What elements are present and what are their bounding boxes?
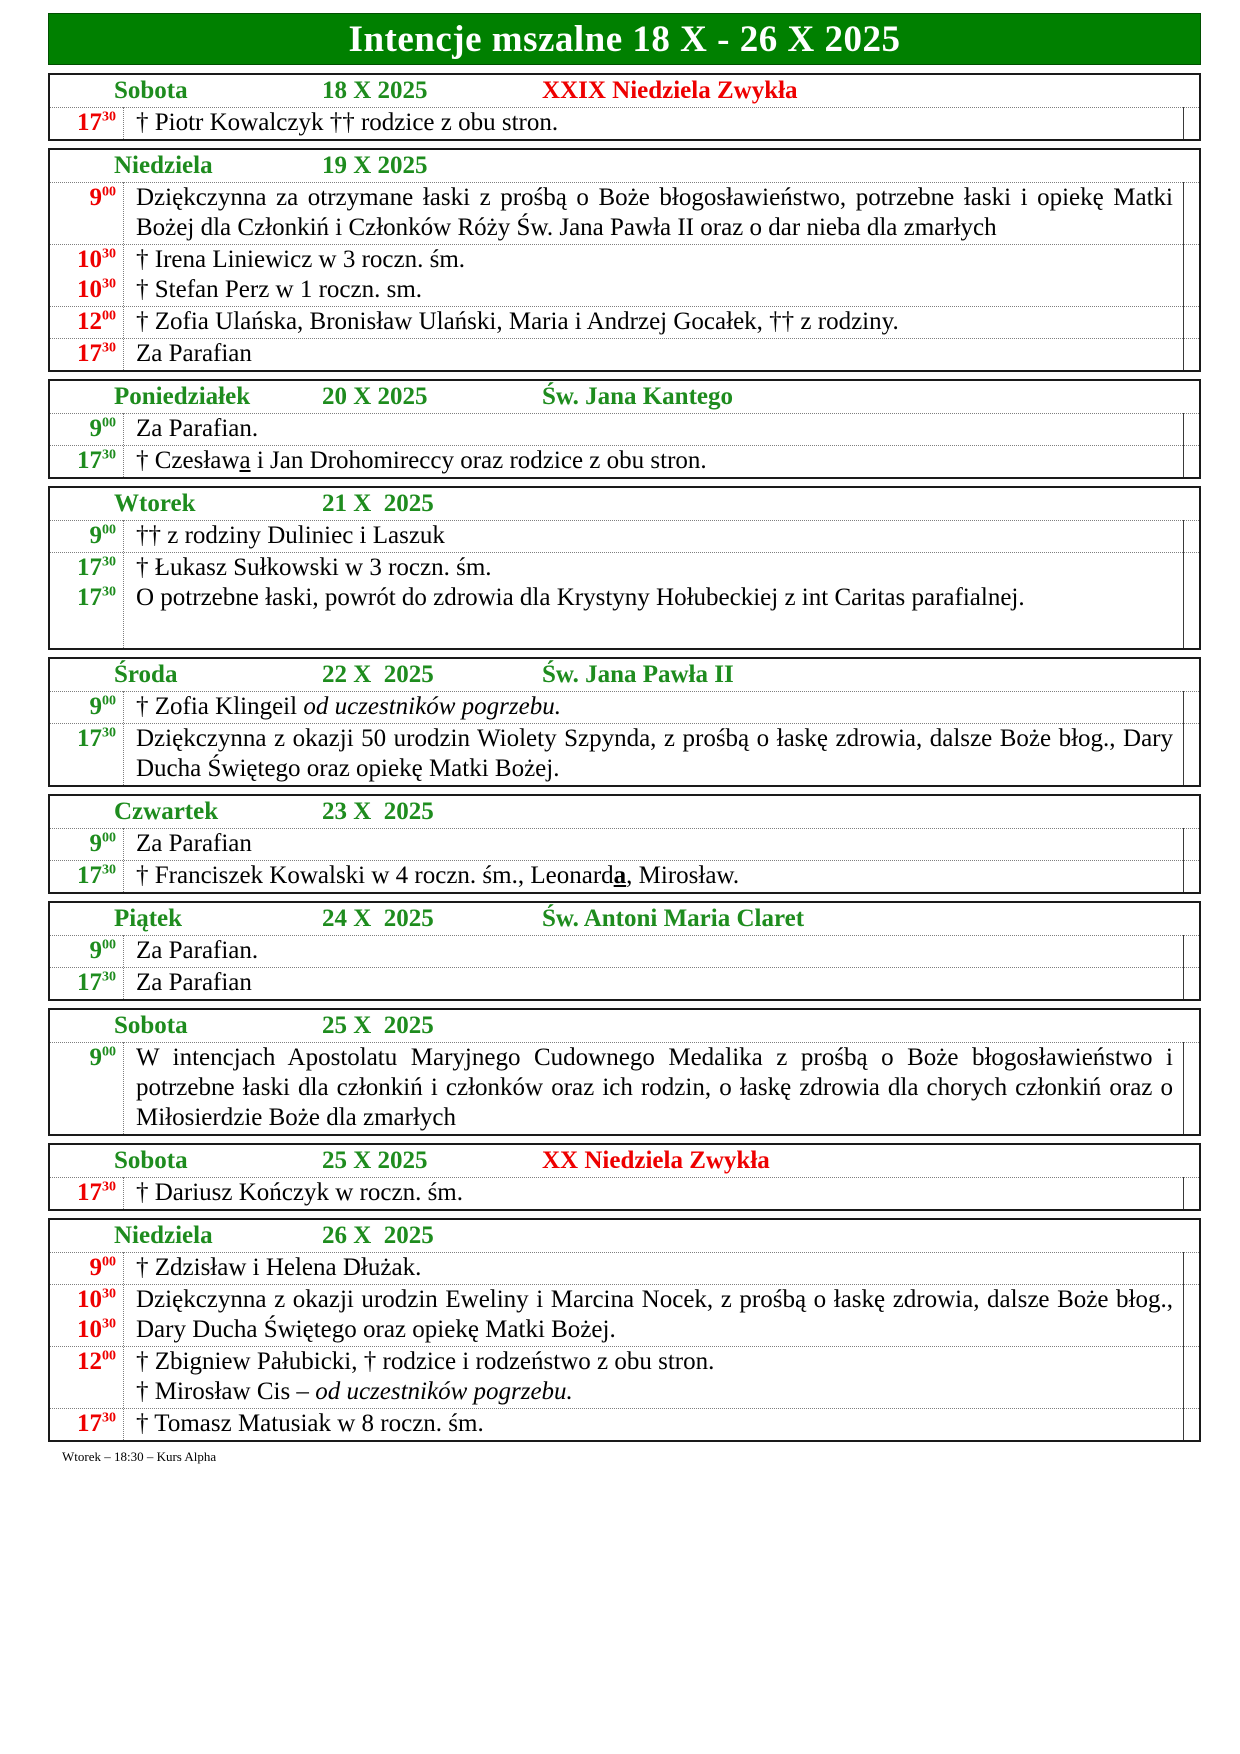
intention-text-segment: Za Parafian. [136, 937, 259, 964]
day-header [50, 1010, 1199, 1042]
day-header [50, 381, 1199, 413]
day-block [48, 73, 1201, 141]
mass-time-minutes: 30 [102, 276, 116, 292]
mass-row [50, 691, 1199, 723]
intention-cell [123, 936, 1199, 967]
day-block [48, 486, 1201, 650]
mass-time-minutes: 00 [102, 522, 116, 538]
day-body [50, 413, 1199, 477]
mass-row [50, 1346, 1199, 1408]
mass-time: $17^{30}$ [77, 969, 116, 996]
intention-text-segment: † Zdzisław i Helena Dłużak. [136, 1254, 422, 1281]
intention-text-segment: od uczestników pogrzebu. [303, 693, 561, 720]
mass-time: $17^{30}$ [77, 1179, 116, 1206]
intention-cell [123, 1285, 1199, 1346]
day-body [50, 691, 1199, 785]
intention-line [136, 1347, 1173, 1377]
intention-cell [123, 1043, 1199, 1134]
intention-line [136, 275, 1173, 305]
day-date: 25 X 2025 [322, 1147, 428, 1174]
day-body [50, 520, 1199, 648]
mass-row [50, 1252, 1199, 1284]
mass-time-minutes: 30 [102, 246, 116, 262]
intention-cell [123, 1347, 1199, 1408]
mass-row [50, 338, 1199, 370]
mass-time-minutes: 00 [102, 1254, 116, 1270]
intention-cell [123, 307, 1199, 338]
intention-text-segment: † Piotr Kowalczyk †† rodzice z obu stron. [136, 109, 559, 136]
intention-text-segment: Za Parafian [136, 830, 252, 857]
intention-text-segment: † Zbigniew Pałubicki, † rodzice i rodzeństwo z obu stron. [136, 1348, 715, 1375]
mass-time-minutes: 30 [102, 340, 116, 356]
mass-time: $12^{00}$ [77, 1348, 116, 1375]
mass-time-minutes: 00 [102, 1044, 116, 1060]
intention-line [136, 245, 1173, 275]
intention-line [136, 414, 1173, 444]
intention-text-segment: O potrzebne łaski, powrót do zdrowia dla Krystyny Hołubeckiej z int Caritas parafialnej. [136, 584, 1025, 611]
intention-line [136, 968, 1173, 998]
intention-text-segment: Za Parafian [136, 969, 252, 996]
mass-time-minutes: 00 [102, 184, 116, 200]
day-block [48, 148, 1201, 372]
mass-time-minutes: 00 [102, 415, 116, 431]
intention-cell [123, 861, 1199, 892]
mass-time-cell [50, 724, 123, 785]
page-title: Intencje mszalne 18 X - 26 X 2025 [348, 18, 901, 60]
mass-time-cell [50, 1178, 123, 1209]
day-name: Poniedziałek [114, 383, 251, 410]
mass-time: $9^{00}$ [89, 1044, 116, 1071]
intention-line [136, 692, 1173, 722]
day-name: Niedziela [114, 152, 213, 179]
mass-time: $17^{30}$ [77, 1410, 116, 1437]
mass-time: $17^{30}$ [77, 862, 116, 889]
intention-line [136, 1377, 1173, 1407]
day-block [48, 794, 1201, 894]
mass-time: $9^{00}$ [89, 693, 116, 720]
intention-cell [123, 1178, 1199, 1209]
intention-paragraph [136, 1285, 1173, 1345]
mass-time: $17^{30}$ [77, 340, 116, 367]
intention-paragraph [136, 183, 1173, 243]
feast-name: XXIX Niedziela Zwykła [542, 77, 798, 104]
intention-text-segment: W intencjach Apostolatu Maryjnego Cudownego Medalika z prośbą o Boże błogosławieństwo i potrzebne łaski dla członkiń i członków oraz ich rodzin, o łaskę zdrowia dla chorych członkiń oraz o Miłosierdzie Boże dla zmarłych [136, 1044, 1173, 1131]
day-name: Piątek [114, 905, 183, 932]
mass-time-minutes: 30 [102, 862, 116, 878]
day-date: 20 X 2025 [322, 383, 428, 410]
day-date: 25 X 2025 [322, 1012, 434, 1039]
mass-time-cell [50, 446, 123, 477]
mass-time-cell [50, 1347, 123, 1408]
mass-time-cell [50, 183, 123, 244]
mass-time: $17^{30}$ [77, 447, 116, 474]
mass-time-minutes: 30 [102, 109, 116, 125]
intention-paragraph [136, 724, 1173, 784]
day-header [50, 75, 1199, 107]
mass-time-cell [50, 1253, 123, 1284]
intention-cell [123, 183, 1199, 244]
intention-cell [123, 968, 1199, 999]
day-name: Czwartek [114, 798, 219, 825]
mass-time-cell [50, 521, 123, 552]
day-body [50, 182, 1199, 370]
mass-time: $17^{30}$ [77, 584, 116, 611]
intention-line [136, 936, 1173, 966]
day-name: Sobota [114, 77, 188, 104]
mass-time-minutes: 30 [102, 1286, 116, 1302]
intention-text-segment: Za Parafian. [136, 415, 259, 442]
mass-row [50, 1177, 1199, 1209]
mass-row [50, 1284, 1199, 1346]
mass-row [50, 723, 1199, 785]
mass-time-cell [50, 1285, 123, 1346]
mass-time-minutes: 30 [102, 584, 116, 600]
mass-time: $17^{30}$ [77, 554, 116, 581]
mass-time-cell [50, 936, 123, 967]
mass-time-cell [50, 829, 123, 860]
intention-text-segment: † Stefan Perz w 1 roczn. sm. [136, 276, 423, 303]
intention-text-segment: † Dariusz Kończyk w roczn. śm. [136, 1179, 463, 1206]
intention-text-segment: Za Parafian [136, 340, 252, 367]
intention-line [136, 583, 1173, 613]
intention-text-segment: † Łukasz Sułkowski w 3 roczn. śm. [136, 554, 492, 581]
mass-time-minutes: 30 [102, 1316, 116, 1332]
mass-row [50, 1408, 1199, 1440]
intention-line [136, 1253, 1173, 1283]
intention-cell [123, 724, 1199, 785]
intention-text-segment: †† z rodziny Duliniec i Laszuk [136, 522, 445, 549]
day-name: Środa [114, 661, 178, 688]
intention-cell [123, 1253, 1199, 1284]
day-date: 22 X 2025 [322, 661, 434, 688]
mass-time-minutes: 00 [102, 830, 116, 846]
day-date: 23 X 2025 [322, 798, 434, 825]
mass-row [50, 552, 1199, 614]
mass-time-cell [50, 339, 123, 370]
mass-time-cell [50, 1409, 123, 1440]
footer-note: Wtorek – 18:30 – Kurs Alpha [62, 1449, 217, 1464]
intention-cell [123, 692, 1199, 723]
intention-cell [123, 521, 1199, 552]
mass-time: $9^{00}$ [89, 522, 116, 549]
mass-time: $10^{30}$ [77, 1316, 116, 1343]
feast-name: Św. Jana Pawła II [542, 661, 734, 688]
blocks [48, 73, 1201, 1442]
mass-time: $10^{30}$ [77, 246, 116, 273]
intention-text-segment: † Irena Liniewicz w 3 roczn. śm. [136, 246, 466, 273]
intention-text-segment: a [239, 447, 251, 474]
mass-row [50, 445, 1199, 477]
intention-cell [123, 245, 1199, 306]
intention-cell [123, 1409, 1199, 1440]
day-header [50, 488, 1199, 520]
day-body [50, 935, 1199, 999]
intention-cell [123, 553, 1199, 614]
mass-time-minutes: 30 [102, 554, 116, 570]
day-body [50, 1252, 1199, 1440]
intention-text-segment: Dziękczynna z okazji urodzin Eweliny i Marcina Nocek, z prośbą o łaskę zdrowia, dalsze Boże błog., Dary Ducha Świętego oraz opiekę Matki Bożej. [136, 1286, 1173, 1343]
feast-name: XX Niedziela Zwykła [542, 1147, 770, 1174]
intention-cell [123, 829, 1199, 860]
title-bar [48, 13, 1201, 65]
intention-line [136, 108, 1173, 138]
day-block [48, 1143, 1201, 1211]
mass-time-cell [50, 553, 123, 614]
intention-text-segment: Dziękczynna za otrzymane łaski z prośbą o Boże błogosławieństwo, potrzebne łaski i opiekę Matki Bożej dla Członkiń i Członków Róży Św. Jana Pawła II oraz o dar nieba dla zmarłych [136, 184, 1173, 241]
mass-time-cell [50, 1043, 123, 1134]
mass-time: $9^{00}$ [89, 415, 116, 442]
day-date: 19 X 2025 [322, 152, 428, 179]
mass-time-cell [50, 692, 123, 723]
intention-line [136, 1409, 1173, 1439]
mass-row [50, 306, 1199, 338]
intention-text-segment: Dziękczynna z okazji 50 urodzin Wiolety Szpynda, z prośbą o łaskę zdrowia, dalsze Boże błog., Dary Ducha Świętego oraz opiekę Matki Bożej. [136, 725, 1173, 782]
intention-text-segment: † Zofia Ulańska, Bronisław Ulański, Maria i Andrzej Gocałek, †† z rodziny. [136, 308, 899, 335]
mass-time: $12^{00}$ [77, 308, 116, 335]
day-body [50, 1042, 1199, 1134]
intention-text-segment: a [613, 862, 627, 889]
intention-text-segment: od uczestników pogrzebu. [315, 1378, 573, 1405]
mass-time-cell [50, 307, 123, 338]
mass-row [50, 182, 1199, 244]
day-name: Sobota [114, 1012, 188, 1039]
day-block [48, 1008, 1201, 1136]
mass-time: $9^{00}$ [89, 830, 116, 857]
day-date: 21 X 2025 [322, 490, 434, 517]
day-body [50, 828, 1199, 892]
intention-text-segment: † Czesław [136, 447, 240, 474]
day-name: Sobota [114, 1147, 188, 1174]
intention-text-segment: † Mirosław Cis – [136, 1378, 316, 1405]
mass-time: $9^{00}$ [89, 184, 116, 211]
mass-time: $10^{30}$ [77, 1286, 116, 1313]
mass-time-cell [50, 861, 123, 892]
intention-line [136, 829, 1173, 859]
mass-time: $9^{00}$ [89, 1254, 116, 1281]
mass-time-minutes: 30 [102, 447, 116, 463]
day-block [48, 379, 1201, 479]
intention-line [136, 521, 1173, 551]
mass-time-minutes: 00 [102, 937, 116, 953]
mass-time-minutes: 30 [102, 725, 116, 741]
mass-time: $17^{30}$ [77, 109, 116, 136]
intention-text-segment: , Mirosław. [626, 862, 740, 889]
mass-row [50, 935, 1199, 967]
intention-cell [123, 446, 1199, 477]
mass-time-minutes: 00 [102, 308, 116, 324]
intention-paragraph [136, 1043, 1173, 1133]
intention-cell [123, 108, 1199, 139]
intention-text-segment: † Franciszek Kowalski w 4 roczn. śm., Leonard [136, 862, 614, 889]
mass-time-cell [50, 108, 123, 139]
mass-time: $10^{30}$ [77, 276, 116, 303]
day-header [50, 796, 1199, 828]
intention-text-segment: i Jan Drohomireccy oraz rodzice z obu stron. [250, 447, 707, 474]
day-header [50, 150, 1199, 182]
feast-name: Św. Jana Kantego [542, 383, 734, 410]
intention-line [136, 1178, 1173, 1208]
intention-line [136, 339, 1173, 369]
intention-line [136, 861, 1173, 891]
day-date: 26 X 2025 [322, 1222, 434, 1249]
day-date: 24 X 2025 [322, 905, 434, 932]
mass-time-minutes: 30 [102, 1179, 116, 1195]
intention-line [136, 446, 1173, 476]
mass-time-cell [50, 245, 123, 306]
intention-cell [123, 339, 1199, 370]
feast-name: Św. Antoni Maria Claret [542, 905, 805, 932]
day-header [50, 1220, 1199, 1252]
day-body [50, 1177, 1199, 1209]
intention-text-segment: † Zofia Klingeil [136, 693, 304, 720]
day-header [50, 1145, 1199, 1177]
day-block [48, 1218, 1201, 1442]
day-block [48, 657, 1201, 787]
day-date: 18 X 2025 [322, 77, 428, 104]
day-header [50, 903, 1199, 935]
mass-time: $17^{30}$ [77, 725, 116, 752]
day-name: Wtorek [114, 490, 196, 517]
mass-row [50, 1042, 1199, 1134]
intention-text-segment: † Tomasz Matusiak w 8 roczn. śm. [136, 1410, 484, 1437]
day-name: Niedziela [114, 1222, 213, 1249]
intention-line [136, 553, 1173, 583]
day-block [48, 901, 1201, 1001]
mass-row [50, 520, 1199, 552]
mass-row [50, 413, 1199, 445]
mass-row [50, 244, 1199, 306]
mass-row [50, 860, 1199, 892]
day-header [50, 659, 1199, 691]
mass-time-cell [50, 968, 123, 999]
mass-time-minutes: 30 [102, 1410, 116, 1426]
mass-time-minutes: 00 [102, 1348, 116, 1364]
mass-time-minutes: 30 [102, 969, 116, 985]
mass-time-cell [50, 414, 123, 445]
day-body [50, 107, 1199, 139]
mass-row [50, 107, 1199, 139]
mass-time-minutes: 00 [102, 693, 116, 709]
mass-row [50, 967, 1199, 999]
mass-row [50, 828, 1199, 860]
intention-cell [123, 414, 1199, 445]
intention-line [136, 307, 1173, 337]
mass-time: $9^{00}$ [89, 937, 116, 964]
